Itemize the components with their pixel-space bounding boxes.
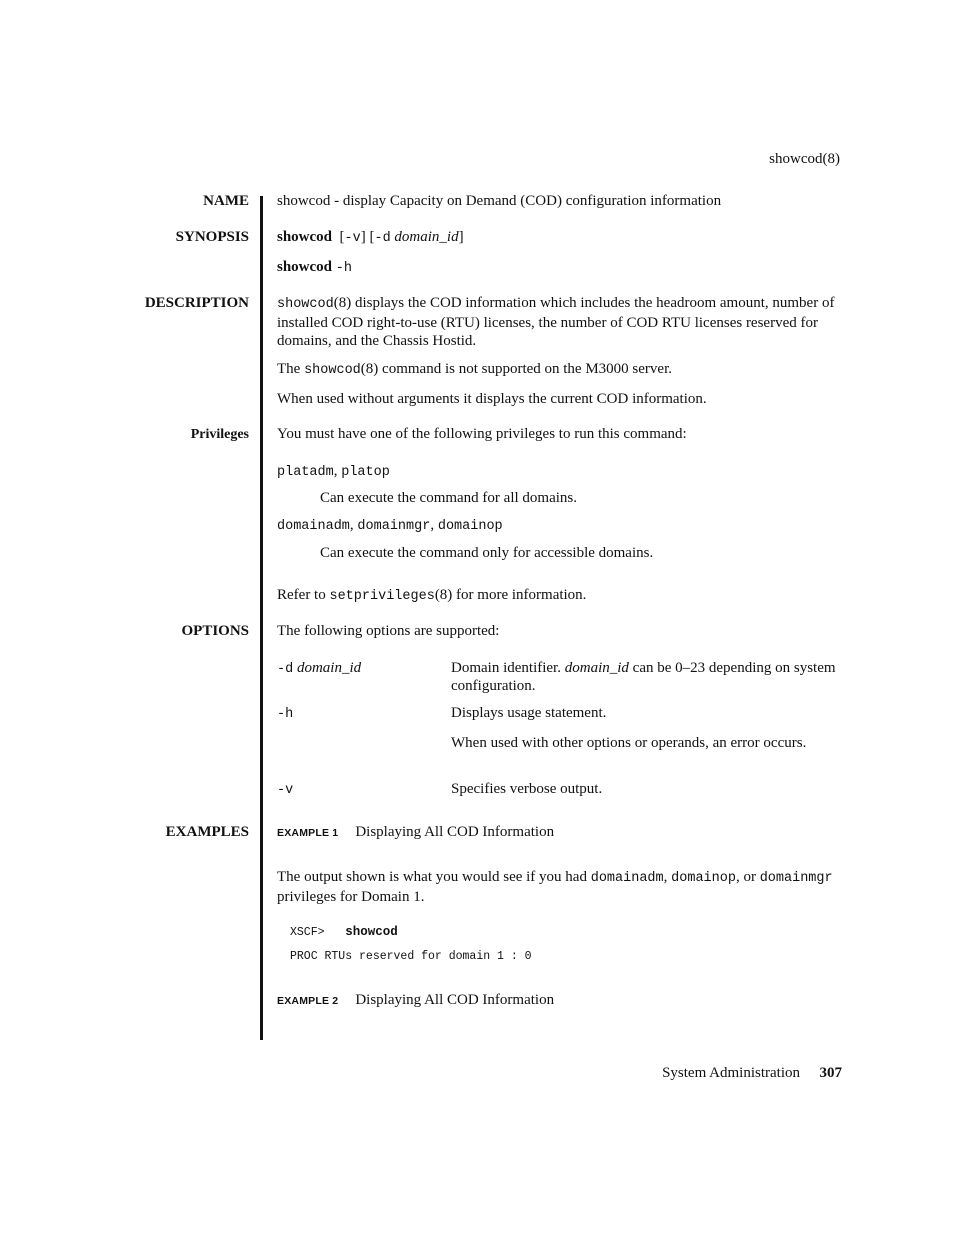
privilege-name: domainmgr bbox=[357, 519, 431, 534]
example-1-text bbox=[277, 868, 840, 906]
separator: , bbox=[349, 517, 358, 533]
desc-arg: domain_id bbox=[564, 660, 629, 676]
bracket-close: ] bbox=[458, 229, 464, 245]
option-h-desc-2: When used with other options or operands, an error occurs. bbox=[451, 735, 807, 751]
section-label-privileges: Privileges bbox=[190, 427, 249, 442]
example-text: The output shown is what you would see if you had bbox=[277, 869, 591, 885]
synopsis-command: showcod bbox=[277, 259, 333, 275]
privilege-name: domainop bbox=[671, 871, 736, 886]
bracket-open: [ bbox=[339, 229, 345, 245]
privilege-name: domainadm bbox=[590, 871, 664, 886]
description-text: (8) command is not supported on the M3000 server. bbox=[360, 361, 672, 377]
command-ref: showcod bbox=[304, 363, 361, 378]
name-text: showcod - display Capacity on Demand (COD) configuration information bbox=[277, 193, 722, 209]
separator: , bbox=[430, 517, 438, 533]
option-h-desc-1: Displays usage statement. bbox=[451, 705, 607, 721]
refer-text: (8) for more information. bbox=[434, 587, 587, 603]
description-paragraph-2 bbox=[277, 360, 840, 380]
option-v-flag bbox=[277, 780, 447, 800]
synopsis-line-1 bbox=[277, 228, 840, 248]
privilege-group-2 bbox=[277, 516, 840, 536]
description-paragraph-3: When used without arguments it displays the current COD information. bbox=[277, 391, 707, 407]
privilege-name: domainmgr bbox=[759, 871, 833, 886]
example-text: privileges for Domain 1. bbox=[277, 889, 425, 905]
options-intro: The following options are supported: bbox=[277, 623, 500, 639]
code-prompt: XSCF> bbox=[290, 926, 325, 939]
vertical-rule bbox=[260, 196, 263, 1040]
running-head: showcod(8) bbox=[769, 151, 840, 167]
refer-text: Refer to bbox=[277, 587, 330, 603]
example-tag: EXAMPLE 1 bbox=[277, 827, 339, 839]
desc-text: can be 0–23 depending on system configuration. bbox=[451, 660, 836, 694]
command-ref: setprivileges bbox=[329, 589, 435, 604]
section-label-synopsis: SYNOPSIS bbox=[175, 229, 249, 245]
flag-arg: domain_id bbox=[296, 660, 362, 676]
option-v: -v bbox=[344, 231, 361, 246]
page-number: 307 bbox=[819, 1065, 842, 1081]
desc-text: Domain identifier. bbox=[451, 660, 565, 676]
example-tag: EXAMPLE 2 bbox=[277, 995, 339, 1007]
command-ref: showcod bbox=[277, 297, 334, 312]
privilege-group-2-desc: Can execute the command only for accessible domains. bbox=[320, 545, 654, 561]
bracket-mid: ] [ bbox=[360, 229, 375, 245]
example-title: Displaying All COD Information bbox=[355, 992, 555, 1008]
example-1-heading bbox=[277, 823, 840, 842]
section-label-name: NAME bbox=[203, 193, 249, 209]
privilege-name: platadm bbox=[277, 465, 334, 480]
description-paragraph-1 bbox=[277, 294, 840, 350]
option-v-desc: Specifies verbose output. bbox=[451, 781, 603, 797]
option-d-desc bbox=[451, 659, 840, 695]
privilege-name: platop bbox=[341, 465, 390, 480]
code-line-output: PROC RTUs reserved for domain 1 : 0 bbox=[290, 950, 532, 963]
domain-id-arg: domain_id bbox=[394, 229, 459, 245]
privileges-refer bbox=[277, 586, 840, 606]
example-2-heading bbox=[277, 991, 840, 1010]
description-text: The bbox=[277, 361, 305, 377]
option-d-flag bbox=[277, 659, 447, 679]
flag: -v bbox=[277, 783, 294, 798]
synopsis-command: showcod bbox=[277, 229, 333, 245]
section-label-examples: EXAMPLES bbox=[165, 824, 249, 840]
privilege-name: domainop bbox=[437, 519, 503, 534]
section-label-description: DESCRIPTION bbox=[144, 295, 249, 311]
footer-section: System Administration bbox=[662, 1065, 800, 1081]
privileges-intro: You must have one of the following privileges to run this command: bbox=[277, 426, 687, 442]
code-command: showcod bbox=[345, 925, 398, 939]
code-line-command bbox=[290, 923, 398, 942]
description-text: (8) displays the COD information which includes the headroom amount, number of installed COD right-to-use (RTU) licenses, the number of COD RTU licenses reserved for domains, and the Chassis Hostid. bbox=[277, 295, 835, 349]
example-title: Displaying All COD Information bbox=[355, 824, 555, 840]
flag: -d bbox=[277, 662, 294, 677]
synopsis-line-2 bbox=[277, 258, 840, 278]
option-d: -d bbox=[374, 231, 391, 246]
flag: -h bbox=[277, 707, 294, 722]
privilege-group-1-desc: Can execute the command for all domains. bbox=[320, 490, 577, 506]
privilege-name: domainadm bbox=[277, 519, 350, 534]
option-h-flag bbox=[277, 704, 447, 724]
separator: , bbox=[663, 869, 672, 885]
option-h: -h bbox=[335, 261, 352, 276]
privilege-group-1 bbox=[277, 462, 840, 482]
separator: , or bbox=[735, 869, 756, 885]
separator: , bbox=[333, 463, 342, 479]
section-label-options: OPTIONS bbox=[181, 623, 249, 639]
